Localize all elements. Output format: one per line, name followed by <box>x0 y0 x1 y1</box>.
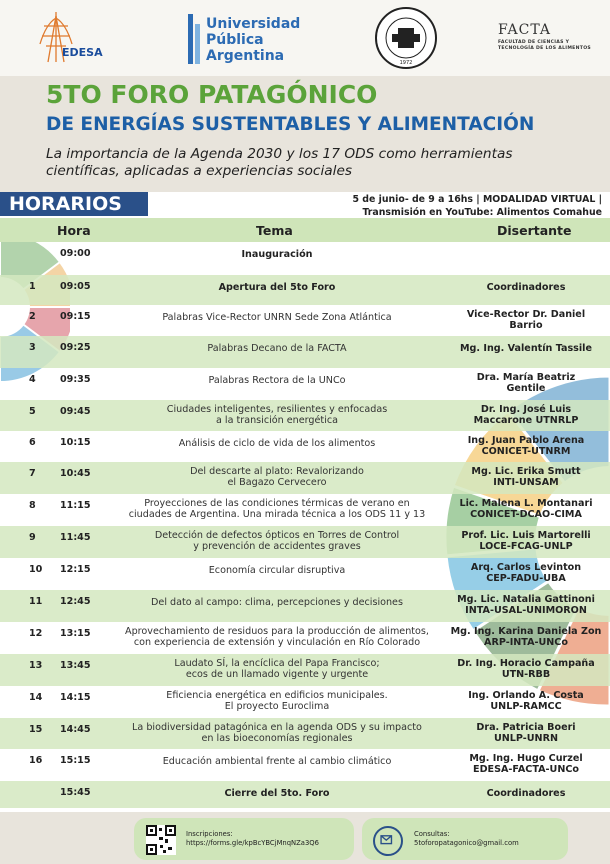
event-info <box>352 193 602 219</box>
upa-logo-text <box>206 16 300 64</box>
row-number: 10 <box>29 564 43 575</box>
table-row <box>0 305 610 336</box>
row-time: 10:15 <box>60 437 91 448</box>
subtitle: La importancia de la Agenda 2030 y los 17 ODS como herramientas científicas, aplicadas a experiencias sociales <box>46 146 513 179</box>
table-row <box>0 718 610 749</box>
row-tema: La biodiversidad patagónica en la agenda ODS y su impacto en las bioeconomías regionales <box>132 722 422 744</box>
row-time: 09:05 <box>60 281 91 292</box>
event-info-line-1: 5 de junio- de 9 a 16hs | MODALIDAD VIRTUAL | <box>352 194 602 205</box>
row-disertante: Coordinadores <box>486 282 566 293</box>
row-number: 15 <box>29 724 43 735</box>
row-disertante: Mg. Lic. Erika Smutt INTI-UNSAM <box>471 466 581 488</box>
row-time: 12:15 <box>60 564 91 575</box>
row-tema: Cierre del 5to. Foro <box>224 788 330 799</box>
mail-icon <box>373 826 403 856</box>
row-tema: Aprovechamiento de residuos para la producción de alimentos, con experiencia de extensión y vinculación en Río Colorado <box>125 626 429 648</box>
row-time: 09:35 <box>60 374 91 385</box>
row-disertante: Arq. Carlos Levinton CEP-FADU-UBA <box>470 562 582 584</box>
row-tema: Detección de defectos ópticos en Torres de Control y prevención de accidentes graves <box>154 530 400 552</box>
table-row <box>0 622 610 654</box>
row-time: 09:15 <box>60 311 91 322</box>
row-disertante: Ing. Juan Pablo Arena CONICET-UTNRM <box>467 435 585 457</box>
row-number: 1 <box>29 281 36 292</box>
table-row <box>0 336 610 368</box>
facta-logo-subtitle: FACULTAD DE CIENCIAS Y TECNOLOGÍA DE LOS ALIMENTOS <box>498 40 592 51</box>
row-disertante: Dra. Patricia Boeri UNLP-UNRN <box>476 722 576 744</box>
row-tema: Palabras Vice-Rector UNRN Sede Zona Atlántica <box>162 312 392 323</box>
row-number: 13 <box>29 660 43 671</box>
row-time: 12:45 <box>60 596 91 607</box>
table-row <box>0 462 610 494</box>
row-time: 10:45 <box>60 468 91 479</box>
row-number: 9 <box>29 532 36 543</box>
row-tema: Análisis de ciclo de vida de los alimentos <box>178 438 376 449</box>
table-header <box>0 218 610 242</box>
row-time: 14:45 <box>60 724 91 735</box>
row-disertante: Dr. Ing. José Luis Maccarone UTNRLP <box>473 404 579 426</box>
table-row <box>0 558 610 590</box>
table-row <box>0 431 610 462</box>
row-time: 13:15 <box>60 628 91 639</box>
seal-year: 1972 <box>399 60 413 66</box>
row-number: 6 <box>29 437 36 448</box>
row-tema: Educación ambiental frente al cambio climático <box>162 756 392 767</box>
col-tema: Tema <box>256 223 293 238</box>
row-tema: Ciudades inteligentes, resilientes y enfocadas a la transición energética <box>166 404 388 426</box>
row-disertante: Dr. Ing. Horacio Campaña UTN-RBB <box>457 658 595 680</box>
title-secondary: DE ENERGÍAS SUSTENTABLES Y ALIMENTACIÓN <box>46 114 535 135</box>
row-time: 09:25 <box>60 342 91 353</box>
event-info-line-2: Transmisión en YouTube: Alimentos Comahue <box>362 207 602 218</box>
table-row <box>0 275 610 305</box>
row-tema: Proyecciones de las condiciones térmicas de verano en ciudades de Argentina. Una mirada técnica a los ODS 11 y 13 <box>128 498 426 520</box>
row-tema: Del dato al campo: clima, percepciones y decisiones <box>151 597 403 608</box>
upa-line-1: Universidad <box>206 16 301 32</box>
row-time: 09:45 <box>60 406 91 417</box>
row-tema: Economía circular disruptiva <box>208 565 346 576</box>
row-time: 13:45 <box>60 660 91 671</box>
row-disertante: Vice-Rector Dr. Daniel Barrio <box>466 309 586 331</box>
row-time: 15:15 <box>60 755 91 766</box>
upa-line-3: Argentina <box>206 48 285 64</box>
table-row <box>0 526 610 558</box>
row-number: 16 <box>29 755 43 766</box>
footer-inscripciones <box>186 830 319 848</box>
facta-logo-title: FACTA <box>498 22 552 38</box>
row-time: 15:45 <box>60 787 91 798</box>
consultas-label: Consultas: <box>414 830 450 838</box>
row-disertante: Dra. María Beatriz Gentile <box>476 372 576 394</box>
row-disertante: Mg. Lic. Natalia Gattinoni INTA-USAL-UNIMORON <box>457 594 595 616</box>
row-disertante: Ing. Orlando A. Costa UNLP-RAMCC <box>468 690 584 712</box>
row-time: 09:00 <box>60 248 91 259</box>
inscripciones-label: Inscripciones: <box>186 830 233 838</box>
footer-consultas <box>414 830 519 848</box>
consultas-email[interactable]: 5toforopatagonico@gmail.com <box>414 839 519 847</box>
row-tema: Inauguración <box>241 249 313 260</box>
col-disertante: Disertante <box>497 223 572 238</box>
logo-strip <box>0 0 610 76</box>
table-row <box>0 368 610 400</box>
row-disertante: Prof. Lic. Luis Martorelli LOCE-FCAG-UNLP <box>461 530 591 552</box>
row-number: 12 <box>29 628 43 639</box>
row-disertante: Lic. Malena L. Montanari CONICET-DCAO-CIMA <box>459 498 593 520</box>
table-row <box>0 400 610 431</box>
row-number: 8 <box>29 500 36 511</box>
row-number: 3 <box>29 342 36 353</box>
row-tema: Palabras Rectora de la UNCo <box>208 375 346 386</box>
row-time: 11:15 <box>60 500 91 511</box>
table-row <box>0 749 610 781</box>
row-number: 14 <box>29 692 43 703</box>
row-tema: Palabras Decano de la FACTA <box>207 343 347 354</box>
table-row <box>0 654 610 686</box>
row-tema: Del descarte al plato: Revalorizando el Bagazo Cervecero <box>190 466 364 488</box>
table-row <box>0 242 610 275</box>
qr-code-icon <box>146 825 176 855</box>
row-time: 11:45 <box>60 532 91 543</box>
table-row <box>0 590 610 622</box>
title-main: 5TO FORO PATAGÓNICO <box>46 80 378 109</box>
upa-logo-mark <box>188 14 200 64</box>
table-row <box>0 494 610 526</box>
row-tema: Laudato SÍ, la encíclica del Papa Francisco; ecos de un llamado vigente y urgente <box>174 658 380 680</box>
row-number: 11 <box>29 596 43 607</box>
table-row <box>0 686 610 718</box>
row-disertante: Mg. Ing. Karina Daniela Zon ARP-INTA-UNCo <box>450 626 602 648</box>
unco-seal-logo <box>374 6 438 70</box>
row-disertante: Coordinadores <box>486 788 566 799</box>
row-number: 4 <box>29 374 36 385</box>
row-tema: Eficiencia energética en edificios municipales. El proyecto Euroclima <box>166 690 388 712</box>
row-number: 5 <box>29 406 36 417</box>
row-disertante: Mg. Ing. Hugo Curzel EDESA-FACTA-UNCo <box>469 753 583 775</box>
row-number: 2 <box>29 311 36 322</box>
edesa-logo-text: EDESA <box>62 46 103 59</box>
upa-line-2: Pública <box>206 32 264 48</box>
row-time: 14:15 <box>60 692 91 703</box>
row-number: 7 <box>29 468 36 479</box>
table-row <box>0 781 610 808</box>
row-disertante: Mg. Ing. Valentín Tassile <box>460 343 592 354</box>
row-tema: Apertura del 5to Foro <box>218 282 336 293</box>
footer <box>0 812 610 864</box>
col-hora: Hora <box>57 223 91 238</box>
inscripciones-link[interactable]: https://forms.gle/kpBcYBCjMnqNZa3Q6 <box>186 839 319 847</box>
horarios-banner: HORARIOS <box>0 192 148 216</box>
